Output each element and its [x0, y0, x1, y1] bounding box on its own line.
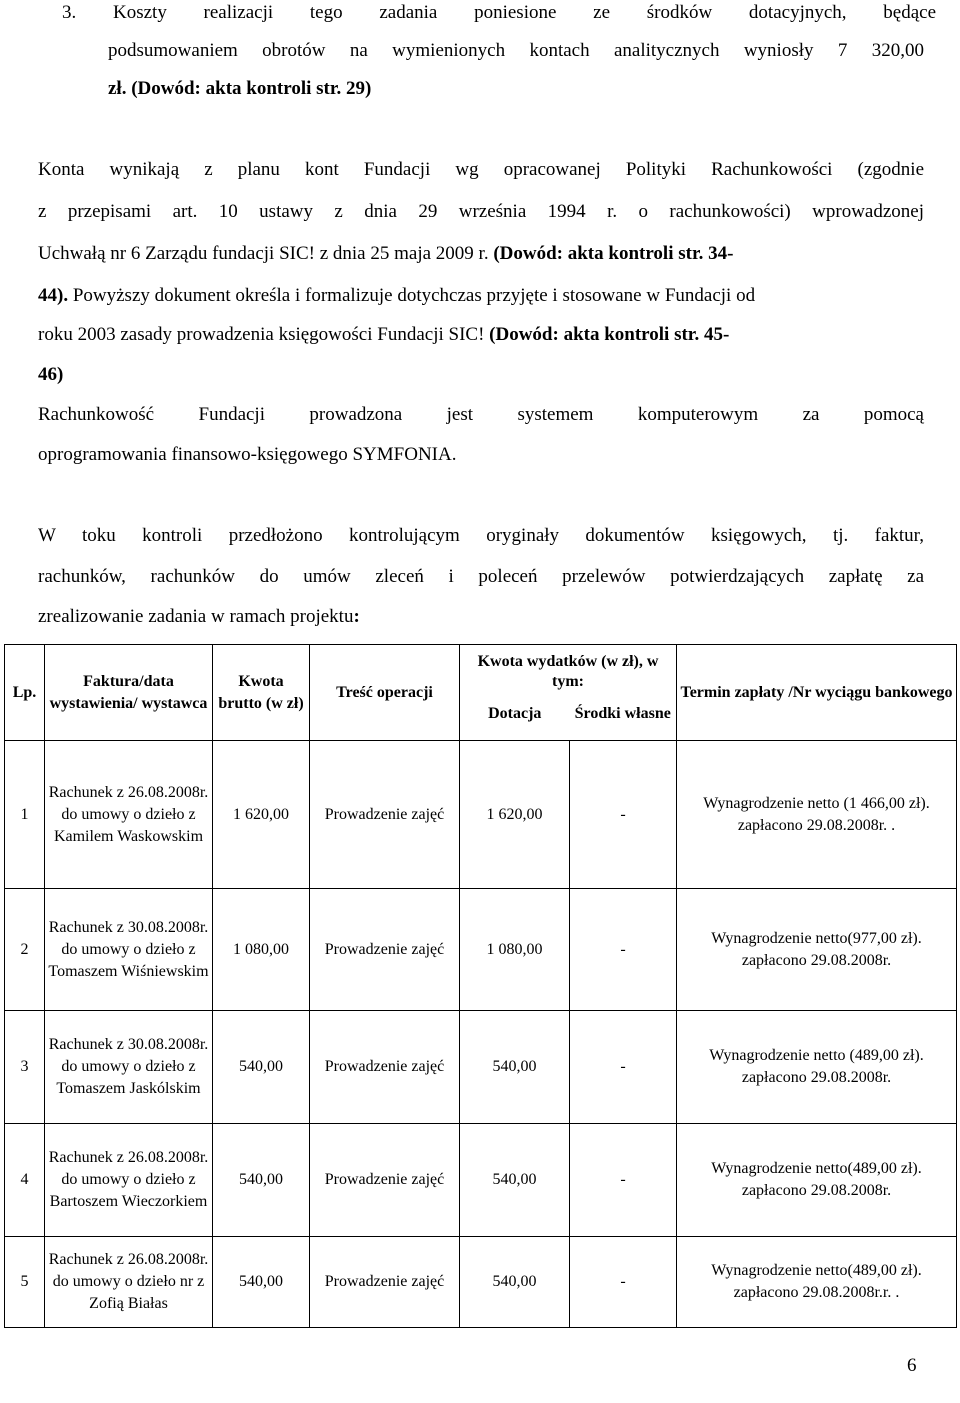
header-wydatki-sub — [460, 692, 676, 736]
konta-line5 — [38, 324, 729, 346]
item3-line3 — [108, 78, 371, 100]
kontrola-line3-text: zrealizowanie zadania w ramach projektu — [38, 606, 354, 627]
table-row — [5, 1124, 957, 1237]
cell-termin: Wynagrodzenie netto (489,00 zł). zapłacono 29.08.2008r. — [677, 1011, 957, 1124]
cell-faktura: Rachunek z 30.08.2008r. do umowy o dzieło z Tomaszem Jaskólskim — [45, 1011, 213, 1124]
cell-tresc: Prowadzenie zajęć — [310, 741, 460, 889]
cell-kwota: 540,00 — [213, 1124, 310, 1237]
cell-faktura: Rachunek z 26.08.2008r. do umowy o dzieło z Bartoszem Wieczorkiem — [45, 1124, 213, 1237]
cell-tresc: Prowadzenie zajęć — [310, 1124, 460, 1237]
cell-srodki: - — [570, 1124, 677, 1237]
cell-dotacja: 540,00 — [460, 1237, 570, 1328]
konta-line5-dowod: (Dowód: akta kontroli str. 45- — [489, 324, 730, 345]
konta-line7: Rachunkowość Fundacji prowadzona jest systemem komputerowym za pomocą — [38, 404, 924, 425]
konta-line3-text: Uchwałą nr 6 Zarządu fundacji SIC! z dnia 25 maja 2009 r. — [38, 243, 489, 264]
item3-line2: podsumowaniem obrotów na wymienionych kontach analitycznych wyniosły 7 320,00 — [108, 40, 924, 61]
table-header-row — [5, 645, 957, 741]
kontrola-line1: W toku kontroli przedłożono kontrolującym oryginały dokumentów księgowych, tj. faktur, — [38, 525, 924, 546]
cell-kwota: 1 080,00 — [213, 889, 310, 1011]
konta-line1: Konta wynikają z planu kont Fundacji wg opracowanej Polityki Rachunkowości (zgodnie — [38, 159, 924, 180]
cell-faktura: Rachunek z 26.08.2008r. do umowy o dzieło nr z Zofią Białas — [45, 1237, 213, 1328]
header-kwota: Kwota brutto (w zł) — [213, 645, 310, 741]
cell-srodki: - — [570, 1237, 677, 1328]
header-srodki: Środki własne — [574, 704, 671, 722]
header-termin: Termin zapłaty /Nr wyciągu bankowego — [677, 645, 957, 741]
konta-line6-ref: 46) — [38, 364, 64, 385]
cell-lp: 5 — [5, 1237, 45, 1328]
cell-kwota: 1 620,00 — [213, 741, 310, 889]
cell-dotacja: 540,00 — [460, 1124, 570, 1237]
cell-termin: Wynagrodzenie netto (1 466,00 zł). zapłacono 29.08.2008r. . — [677, 741, 957, 889]
cell-dotacja: 540,00 — [460, 1011, 570, 1124]
table-row — [5, 1237, 957, 1328]
konta-line6 — [38, 364, 63, 386]
konta-line3-dowod: (Dowód: akta kontroli str. 34- — [493, 243, 734, 264]
header-faktura: Faktura/data wystawienia/ wystawca — [45, 645, 213, 741]
cell-srodki: - — [570, 741, 677, 889]
cell-termin: Wynagrodzenie netto(489,00 zł). zapłacono 29.08.2008r. — [677, 1124, 957, 1237]
cell-lp: 3 — [5, 1011, 45, 1124]
cell-dotacja: 1 080,00 — [460, 889, 570, 1011]
kontrola-line3-colon: : — [353, 606, 360, 627]
cell-termin: Wynagrodzenie netto(489,00 zł). zapłacono 29.08.2008r.r. . — [677, 1237, 957, 1328]
cell-lp: 4 — [5, 1124, 45, 1237]
cell-dotacja: 1 620,00 — [460, 741, 570, 889]
cell-tresc: Prowadzenie zajęć — [310, 889, 460, 1011]
cell-faktura: Rachunek z 26.08.2008r. do umowy o dzieło z Kamilem Waskowskim — [45, 741, 213, 889]
konta-line5-text: roku 2003 zasady prowadzenia księgowości Fundacji SIC! — [38, 324, 485, 345]
kontrola-line2: rachunków, rachunków do umów zleceń i poleceń przelewów potwierdzających zapłatę za — [38, 566, 924, 587]
table-body — [5, 741, 957, 1328]
cell-faktura: Rachunek z 30.08.2008r. do umowy o dzieło z Tomaszem Wiśniewskim — [45, 889, 213, 1011]
konta-line2: z przepisami art. 10 ustawy z dnia 29 września 1994 r. o rachunkowości) wprowadzonej — [38, 201, 924, 222]
cell-kwota: 540,00 — [213, 1237, 310, 1328]
cell-srodki: - — [570, 1011, 677, 1124]
header-wydatki: Kwota wydatków (w zł), w tym: — [477, 652, 659, 690]
page-number: 6 — [907, 1355, 917, 1376]
header-tresc: Treść operacji — [310, 645, 460, 741]
konta-line8: oprogramowania finansowo-księgowego SYMFONIA. — [38, 444, 457, 465]
item3-line3-text: zł. (Dowód: akta kontroli str. 29) — [108, 78, 372, 99]
cell-lp: 2 — [5, 889, 45, 1011]
konta-line4-text: Powyższy dokument określa i formalizuje dotychczas przyjęte i stosowane w Fundacji od — [72, 285, 756, 306]
cell-tresc: Prowadzenie zajęć — [310, 1237, 460, 1328]
cell-tresc: Prowadzenie zajęć — [310, 1011, 460, 1124]
konta-line4 — [38, 285, 755, 307]
header-dotacja: Dotacja — [488, 704, 542, 722]
table-row — [5, 1011, 957, 1124]
kontrola-line3 — [38, 606, 360, 628]
table-row — [5, 889, 957, 1011]
cell-lp: 1 — [5, 741, 45, 889]
item3-line1: 3. Koszty realizacji tego zadania poniesione ze środków dotacyjnych, będące — [62, 2, 936, 23]
konta-line4-ref: 44). — [38, 285, 69, 306]
konta-line3 — [38, 243, 733, 265]
expenses-table — [4, 644, 957, 1328]
table-row — [5, 741, 957, 889]
cell-termin: Wynagrodzenie netto(977,00 zł). zapłacono 29.08.2008r. — [677, 889, 957, 1011]
cell-srodki: - — [570, 889, 677, 1011]
header-wydatki-group — [460, 645, 677, 741]
cell-kwota: 540,00 — [213, 1011, 310, 1124]
header-lp: Lp. — [5, 645, 45, 741]
